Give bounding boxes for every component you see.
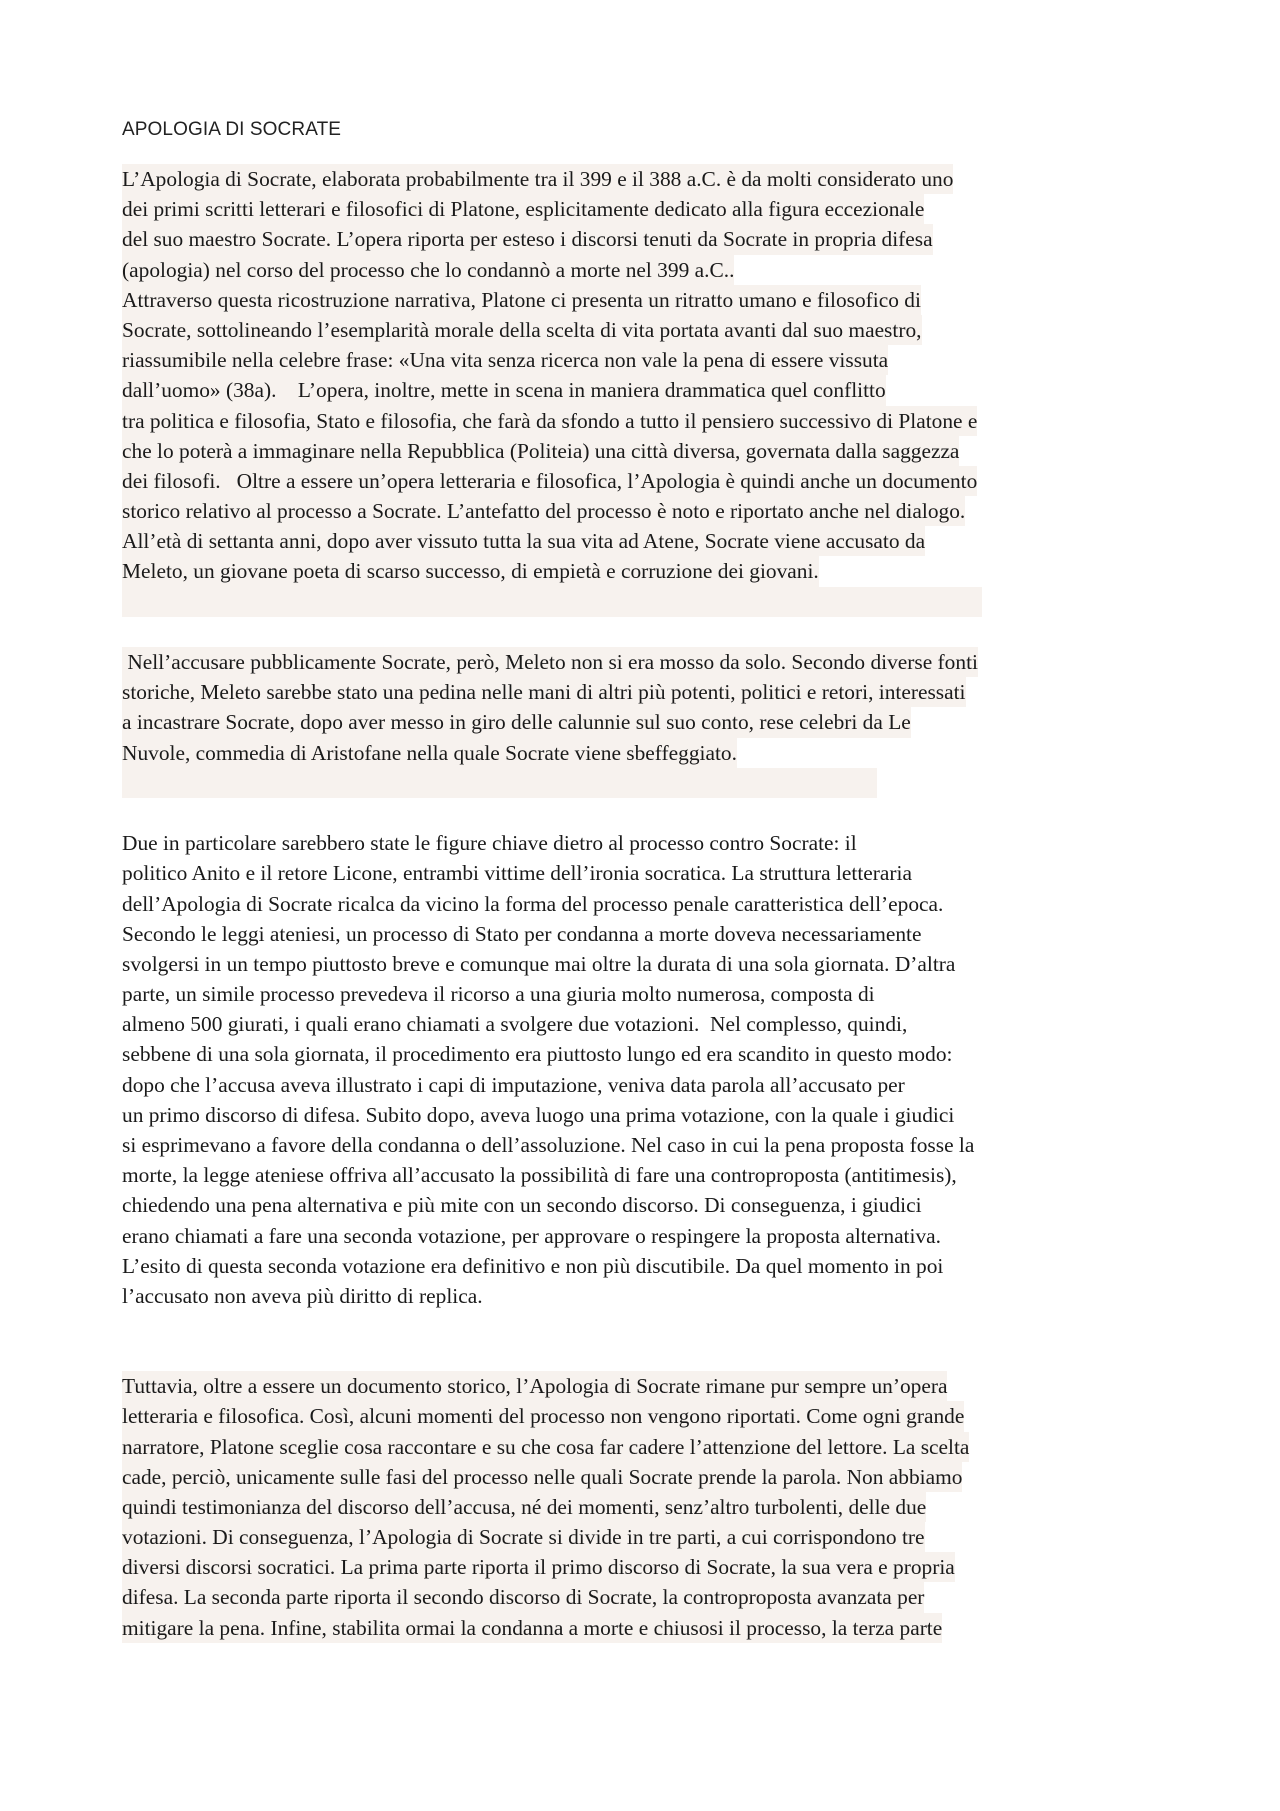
text-line: si esprimevano a favore della condanna o dell’assoluzione. Nel caso in cui la pena proposta fosse la xyxy=(122,1133,975,1157)
text-line: del suo maestro Socrate. L’opera riporta per esteso i discorsi tenuti da Socrate in propria difesa xyxy=(122,224,933,254)
document-page xyxy=(122,118,1172,1643)
text-line: dopo che l’accusa aveva illustrato i capi di imputazione, veniva data parola all’accusato per xyxy=(122,1072,905,1097)
paragraph-3 xyxy=(122,828,1172,1311)
paragraph-spacer xyxy=(122,798,1172,828)
text-line: riassumibile nella celebre frase: «Una vita senza ricerca non vale la pena di essere vissuta xyxy=(122,345,888,375)
text-line: cade, perciò, unicamente sulle fasi del processo nelle quali Socrate prende la parola. Non abbiamo xyxy=(122,1462,962,1492)
paragraph-2 xyxy=(122,647,1172,798)
text-line: Secondo le leggi ateniesi, un processo di Stato per condanna a morte doveva necessariamente xyxy=(122,921,922,946)
text-line: votazioni. Di conseguenza, l’Apologia di Socrate si divide in tre parti, a cui corrispondono tre xyxy=(122,1522,925,1552)
text-line: narratore, Platone sceglie cosa raccontare e su che cosa far cadere l’attenzione del lettore. La scelta xyxy=(122,1432,969,1462)
text-line: storiche, Meleto sarebbe stato una pedina nelle mani di altri più potenti, politici e retori, interessati xyxy=(122,677,966,707)
text-line: a incastrare Socrate, dopo aver messo in giro delle calunnie sul suo conto, rese celebri da Le xyxy=(122,707,911,737)
text-line: letteraria e filosofica. Così, alcuni momenti del processo non vengono riportati. Come ogni grande xyxy=(122,1401,964,1431)
text-line: dei filosofi. Oltre a essere un’opera letteraria e filosofica, l’Apologia è quindi anche un documento xyxy=(122,466,977,496)
blank-line xyxy=(122,587,982,617)
text-line: sebbene di una sola giornata, il procedimento era piuttosto lungo ed era scandito in questo modo: xyxy=(122,1042,953,1067)
text-line: Tuttavia, oltre a essere un documento storico, l’Apologia di Socrate rimane pur sempre un’opera xyxy=(122,1371,947,1401)
text-line: che lo poterà a immaginare nella Repubblica (Politeia) una città diversa, governata dalla saggezza xyxy=(122,436,959,466)
text-line: almeno 500 giurati, i quali erano chiamati a svolgere due votazioni. Nel complesso, quindi, xyxy=(122,1012,908,1037)
text-line: Nuvole, commedia di Aristofane nella quale Socrate viene sbeffeggiato. xyxy=(122,738,737,768)
text-line: chiedendo una pena alternativa e più mite con un secondo discorso. Di conseguenza, i giudici xyxy=(122,1193,922,1218)
text-line: storico relativo al processo a Socrate. L’antefatto del processo è noto e riportato anche nel dialogo. xyxy=(122,496,965,526)
text-line: Nell’accusare pubblicamente Socrate, però, Meleto non si era mosso da solo. Secondo diverse fonti xyxy=(122,647,978,677)
text-line: quindi testimonianza del discorso dell’accusa, né dei momenti, senz’altro turbolenti, delle due xyxy=(122,1492,926,1522)
text-line: erano chiamati a fare una seconda votazione, per approvare o respingere la proposta alternativa. xyxy=(122,1223,941,1248)
text-line: diversi discorsi socratici. La prima parte riporta il primo discorso di Socrate, la sua vera e propria xyxy=(122,1552,955,1582)
document-title: APOLOGIA DI SOCRATE xyxy=(122,119,342,140)
text-line: Meleto, un giovane poeta di scarso successo, di empietà e corruzione dei giovani. xyxy=(122,556,819,586)
text-line: parte, un simile processo prevedeva il ricorso a una giuria molto numerosa, composta di xyxy=(122,982,875,1007)
text-line: svolgersi in un tempo piuttosto breve e comunque mai oltre la durata di una sola giornata. D’altra xyxy=(122,951,956,976)
text-line: mitigare la pena. Infine, stabilita ormai la condanna a morte e chiusosi il processo, la terza parte xyxy=(122,1613,942,1643)
blank-line xyxy=(122,768,877,798)
text-line: l’accusato non aveva più diritto di replica. xyxy=(122,1283,483,1308)
text-line: dall’uomo» (38a). L’opera, inoltre, mette in scena in maniera drammatica quel conflitto xyxy=(122,375,886,405)
text-line: difesa. La seconda parte riporta il secondo discorso di Socrate, la controproposta avanzata per xyxy=(122,1582,924,1612)
text-line: L’Apologia di Socrate, elaborata probabilmente tra il 399 e il 388 a.C. è da molti considerato uno xyxy=(122,164,953,194)
text-line: politico Anito e il retore Licone, entrambi vittime dell’ironia socratica. La struttura letteraria xyxy=(122,861,912,886)
text-line: (apologia) nel corso del processo che lo condannò a morte nel 399 a.C.. xyxy=(122,255,734,285)
text-line: tra politica e filosofia, Stato e filosofia, che farà da sfondo a tutto il pensiero successivo di Platone e xyxy=(122,406,977,436)
text-line: L’esito di questa seconda votazione era definitivo e non più discutibile. Da quel momento in poi xyxy=(122,1253,944,1278)
document-body xyxy=(122,164,1172,1643)
text-line: All’età di settanta anni, dopo aver vissuto tutta la sua vita ad Atene, Socrate viene accusato da xyxy=(122,526,925,556)
paragraph-spacer xyxy=(122,1311,1172,1371)
text-line: morte, la legge ateniese offriva all’accusato la possibilità di fare una controproposta (antitimesis), xyxy=(122,1163,957,1188)
paragraph-4 xyxy=(122,1371,1172,1643)
text-line: Due in particolare sarebbero state le figure chiave dietro al processo contro Socrate: il xyxy=(122,831,857,856)
paragraph-1 xyxy=(122,164,1172,617)
text-line: dell’Apologia di Socrate ricalca da vicino la forma del processo penale caratteristica dell’epoca. xyxy=(122,891,944,916)
text-line: dei primi scritti letterari e filosofici di Platone, esplicitamente dedicato alla figura eccezionale xyxy=(122,194,924,224)
text-line: Attraverso questa ricostruzione narrativa, Platone ci presenta un ritratto umano e filosofico di xyxy=(122,285,921,315)
paragraph-spacer xyxy=(122,617,1172,647)
text-line: un primo discorso di difesa. Subito dopo, aveva luogo una prima votazione, con la quale i giudici xyxy=(122,1102,955,1127)
text-line: Socrate, sottolineando l’esemplarità morale della scelta di vita portata avanti dal suo maestro, xyxy=(122,315,922,345)
